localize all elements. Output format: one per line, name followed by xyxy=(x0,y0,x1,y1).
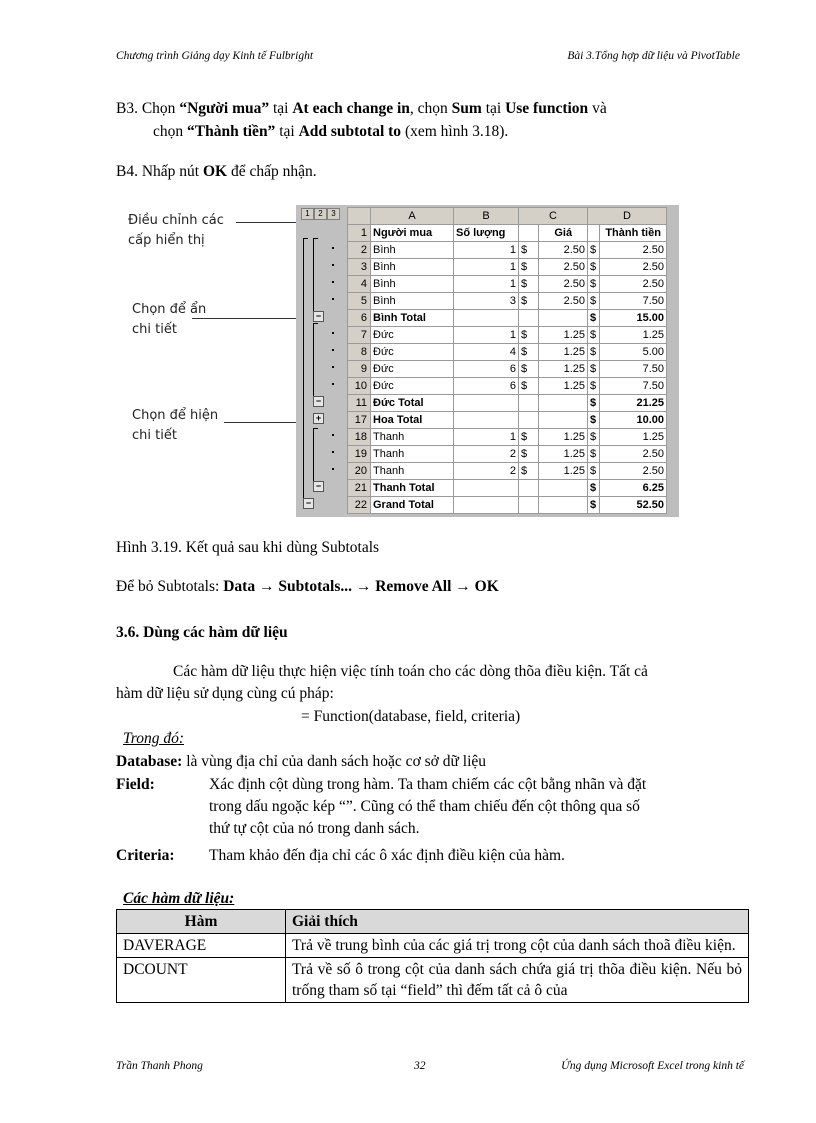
function-name: DAVERAGE xyxy=(117,934,286,958)
cell-d-currency[interactable]: $ xyxy=(588,395,600,412)
cell-a[interactable]: Grand Total xyxy=(371,497,454,514)
def-criteria-term: Criteria: xyxy=(116,847,175,864)
cell-a[interactable]: Đức xyxy=(371,327,454,344)
outline-dot xyxy=(332,451,334,453)
cell-c-currency[interactable] xyxy=(519,497,539,514)
outline-bracket-duc xyxy=(313,323,314,398)
function-description: Trả về số ô trong cột của danh sách chứa giá trị thõa điều kiện. Nếu bỏ trống tham số tại “field” thì đếm tất cả ô của xyxy=(286,958,749,1003)
cell-c[interactable]: 1.25 xyxy=(539,378,588,395)
table-row xyxy=(348,293,667,310)
outline-dot xyxy=(332,332,334,334)
cell-d[interactable]: Thành tiền xyxy=(600,225,667,242)
collapse-button[interactable]: − xyxy=(303,498,314,509)
callout-show: Chọn để hiện chi tiết xyxy=(132,408,219,443)
cell-c-currency[interactable]: $ xyxy=(519,378,539,395)
cell-d[interactable]: 52.50 xyxy=(600,497,667,514)
cell-a[interactable]: Thanh xyxy=(371,429,454,446)
outline-dot xyxy=(332,281,334,283)
def-field-term: Field: xyxy=(116,776,155,793)
collapse-button[interactable]: − xyxy=(313,481,324,492)
intro-line-2: hàm dữ liệu sử dụng cùng cú pháp: xyxy=(116,685,334,702)
cell-d[interactable]: 7.50 xyxy=(600,293,667,310)
cell-b[interactable] xyxy=(454,395,519,412)
cell-d-currency[interactable]: $ xyxy=(588,412,600,429)
row-number[interactable]: 3 xyxy=(348,259,371,276)
subtotal-row xyxy=(348,395,667,412)
cell-c[interactable]: 2.50 xyxy=(539,276,588,293)
row-number[interactable]: 17 xyxy=(348,412,371,429)
cell-c-currency[interactable] xyxy=(519,480,539,497)
cell-a[interactable]: Hoa Total xyxy=(371,412,454,429)
row-number[interactable]: 9 xyxy=(348,361,371,378)
def-field-text: Xác định cột dùng trong hàm. Ta tham chiếm các cột bằng nhãn và đặt trong dấu ngoặc kép “”. Cũng có thể tham chiếu đến cột thông qua số thứ tự cột của nó trong danh sách. xyxy=(209,776,647,837)
cell-b[interactable]: 1 xyxy=(454,259,519,276)
cell-c[interactable]: 1.25 xyxy=(539,361,588,378)
page-number: 32 xyxy=(414,1060,426,1072)
row-number[interactable]: 4 xyxy=(348,276,371,293)
column-header-row xyxy=(348,208,667,225)
row-number[interactable]: 20 xyxy=(348,463,371,480)
cell-c[interactable] xyxy=(539,497,588,514)
outline-level-2-button[interactable]: 2 xyxy=(314,208,327,220)
cell-c[interactable] xyxy=(539,480,588,497)
row-number[interactable]: 19 xyxy=(348,446,371,463)
where-label: Trong đó: xyxy=(123,730,185,747)
table-row xyxy=(348,242,667,259)
cell-d[interactable]: 6.25 xyxy=(600,480,667,497)
cell-b[interactable]: 1 xyxy=(454,276,519,293)
outline-level-3-button[interactable]: 3 xyxy=(327,208,340,220)
cell-d[interactable]: 7.50 xyxy=(600,378,667,395)
cell-c[interactable]: Giá xyxy=(539,225,588,242)
table-row xyxy=(348,327,667,344)
outline-bracket-binh xyxy=(313,238,314,313)
def-criteria-text: Tham khảo đến địa chỉ các ô xác định điều kiện của hàm. xyxy=(209,847,565,864)
cell-d[interactable]: 5.00 xyxy=(600,344,667,361)
cell-b[interactable]: 6 xyxy=(454,361,519,378)
cell-c-currency[interactable] xyxy=(519,412,539,429)
cell-c-currency[interactable] xyxy=(519,225,539,242)
row-number[interactable]: 8 xyxy=(348,344,371,361)
header-right: Bài 3.Tổng hợp dữ liệu và PivotTable xyxy=(567,50,740,62)
cell-b[interactable]: Số lượng xyxy=(454,225,519,242)
subtotal-row xyxy=(348,480,667,497)
spreadsheet-grid xyxy=(347,207,667,514)
cell-d[interactable]: 15.00 xyxy=(600,310,667,327)
cell-c[interactable]: 1.25 xyxy=(539,344,588,361)
row-number[interactable]: 21 xyxy=(348,480,371,497)
cell-b[interactable]: 4 xyxy=(454,344,519,361)
cell-c-currency[interactable]: $ xyxy=(519,429,539,446)
footer-left: Trần Thanh Phong xyxy=(116,1060,203,1072)
callout-levels-line xyxy=(236,222,302,223)
cell-d-currency[interactable]: $ xyxy=(588,378,600,395)
cell-a[interactable]: Bình xyxy=(371,259,454,276)
row-number[interactable]: 22 xyxy=(348,497,371,514)
row-number[interactable]: 7 xyxy=(348,327,371,344)
cell-a[interactable]: Bình Total xyxy=(371,310,454,327)
cell-d-currency[interactable]: $ xyxy=(588,429,600,446)
cell-c[interactable]: 1.25 xyxy=(539,327,588,344)
cell-a[interactable]: Thanh xyxy=(371,463,454,480)
cell-b[interactable] xyxy=(454,412,519,429)
cell-b[interactable]: 2 xyxy=(454,446,519,463)
cell-a[interactable]: Đức Total xyxy=(371,395,454,412)
cell-b[interactable]: 6 xyxy=(454,378,519,395)
table-row xyxy=(348,446,667,463)
cell-c-currency[interactable]: $ xyxy=(519,344,539,361)
cell-a[interactable]: Bình xyxy=(371,242,454,259)
expand-button[interactable]: + xyxy=(313,413,324,424)
table-row xyxy=(348,344,667,361)
cell-d-currency[interactable]: $ xyxy=(588,463,600,480)
cell-d-currency[interactable]: $ xyxy=(588,361,600,378)
cell-d[interactable]: 2.50 xyxy=(600,259,667,276)
cell-c[interactable]: 1.25 xyxy=(539,463,588,480)
cell-d-currency[interactable]: $ xyxy=(588,480,600,497)
column-header-b[interactable]: B xyxy=(454,208,519,225)
column-header-a[interactable]: A xyxy=(371,208,454,225)
cell-d[interactable]: 2.50 xyxy=(600,446,667,463)
cell-d[interactable]: 1.25 xyxy=(600,429,667,446)
cell-c[interactable]: 2.50 xyxy=(539,259,588,276)
cell-c[interactable] xyxy=(539,310,588,327)
cell-d-currency[interactable]: $ xyxy=(588,497,600,514)
cell-c-currency[interactable]: $ xyxy=(519,259,539,276)
callout-hide-line xyxy=(192,318,312,319)
outline-tick xyxy=(313,238,318,239)
cell-b[interactable] xyxy=(454,497,519,514)
cell-c-currency[interactable]: $ xyxy=(519,463,539,480)
cell-d-currency[interactable]: $ xyxy=(588,293,600,310)
table-row xyxy=(348,361,667,378)
cell-b[interactable] xyxy=(454,310,519,327)
callout-hide: Chọn để ẩn chi tiết xyxy=(132,302,207,337)
column-header-c[interactable]: C xyxy=(519,208,588,225)
table-row xyxy=(348,259,667,276)
cell-a[interactable]: Thanh Total xyxy=(371,480,454,497)
table-row xyxy=(117,958,749,1003)
remove-subtotals-line: Để bỏ Subtotals: Data → Subtotals... → Remove All → OK xyxy=(116,578,499,595)
functions-heading: Các hàm dữ liệu: xyxy=(123,890,235,907)
intro-line-1: Các hàm dữ liệu thực hiện việc tính toán cho các dòng thõa điều kiện. Tất cả xyxy=(173,663,648,680)
table-row xyxy=(348,276,667,293)
cell-d-currency[interactable]: $ xyxy=(588,276,600,293)
row-number[interactable]: 5 xyxy=(348,293,371,310)
row-number[interactable]: 1 xyxy=(348,225,371,242)
cell-a[interactable]: Bình xyxy=(371,293,454,310)
cell-b[interactable]: 1 xyxy=(454,429,519,446)
outline-dot xyxy=(332,349,334,351)
table-row xyxy=(348,463,667,480)
outline-dot xyxy=(332,383,334,385)
cell-a[interactable]: Đức xyxy=(371,361,454,378)
table-row xyxy=(348,378,667,395)
row-number[interactable]: 10 xyxy=(348,378,371,395)
cell-c-currency[interactable]: $ xyxy=(519,276,539,293)
cell-a[interactable]: Người mua xyxy=(371,225,454,242)
cell-a[interactable]: Bình xyxy=(371,276,454,293)
cell-d-currency[interactable]: $ xyxy=(588,310,600,327)
outline-dot xyxy=(332,264,334,266)
outline-tick xyxy=(303,238,308,239)
function-description: Trả về trung bình của các giá trị trong cột của danh sách thoã điều kiện. xyxy=(286,934,749,958)
table-row xyxy=(117,934,749,958)
cell-c-currency[interactable]: $ xyxy=(519,361,539,378)
cell-d[interactable]: 2.50 xyxy=(600,276,667,293)
cell-c[interactable]: 1.25 xyxy=(539,446,588,463)
select-all-corner[interactable] xyxy=(348,208,371,225)
cell-c[interactable]: 1.25 xyxy=(539,429,588,446)
section-title: 3.6. Dùng các hàm dữ liệu xyxy=(116,624,288,641)
cell-c[interactable] xyxy=(539,395,588,412)
cell-d[interactable]: 21.25 xyxy=(600,395,667,412)
figure-caption: Hình 3.19. Kết quả sau khi dùng Subtotals xyxy=(116,539,380,556)
row-number[interactable]: 18 xyxy=(348,429,371,446)
step-b3: B3. Chọn “Người mua” tại At each change in, chọn Sum tại Use function và xyxy=(116,100,607,117)
outline-dot xyxy=(332,434,334,436)
row-number[interactable]: 2 xyxy=(348,242,371,259)
outline-bracket-thanh xyxy=(313,428,314,486)
cell-b[interactable] xyxy=(454,480,519,497)
syntax-line: = Function(database, field, criteria) xyxy=(301,708,521,725)
cell-c-currency[interactable]: $ xyxy=(519,327,539,344)
cell-d-currency[interactable]: $ xyxy=(588,344,600,361)
table-header-function: Hàm xyxy=(117,910,286,934)
step-b3-cont: chọn “Thành tiền” tại Add subtotal to (xem hình 3.18). xyxy=(153,123,509,140)
cell-b[interactable]: 1 xyxy=(454,327,519,344)
step-b4: B4. Nhấp nút OK để chấp nhận. xyxy=(116,163,317,180)
function-name: DCOUNT xyxy=(117,958,286,1003)
cell-b[interactable]: 1 xyxy=(454,242,519,259)
outline-dot xyxy=(332,298,334,300)
outline-bracket-level1 xyxy=(303,238,304,504)
cell-c[interactable]: 2.50 xyxy=(539,242,588,259)
cell-d-currency[interactable]: $ xyxy=(588,327,600,344)
table-header-row xyxy=(117,910,749,934)
subtotal-row xyxy=(348,310,667,327)
collapse-button[interactable]: − xyxy=(313,396,324,407)
cell-c-currency[interactable]: $ xyxy=(519,293,539,310)
outline-dot xyxy=(332,247,334,249)
cell-c[interactable]: 2.50 xyxy=(539,293,588,310)
subtotal-row xyxy=(348,412,667,429)
cell-d-currency[interactable]: $ xyxy=(588,446,600,463)
def-database: Database: là vùng địa chỉ của danh sách hoặc cơ sở dữ liệu xyxy=(116,753,487,770)
header-left: Chương trình Giảng dạy Kinh tế Fulbright xyxy=(116,50,314,62)
cell-d[interactable]: 2.50 xyxy=(600,242,667,259)
cell-d[interactable]: 10.00 xyxy=(600,412,667,429)
cell-b[interactable]: 3 xyxy=(454,293,519,310)
outline-tick xyxy=(313,428,318,429)
table-header-description: Giải thích xyxy=(286,910,749,934)
cell-d-currency[interactable]: $ xyxy=(588,259,600,276)
cell-c-currency[interactable]: $ xyxy=(519,446,539,463)
cell-d[interactable]: 2.50 xyxy=(600,463,667,480)
footer-right: Ứng dụng Microsoft Excel trong kinh tế xyxy=(561,1060,744,1072)
subtotal-row xyxy=(348,497,667,514)
cell-d-currency[interactable] xyxy=(588,225,600,242)
row-number[interactable]: 6 xyxy=(348,310,371,327)
cell-a[interactable]: Đức xyxy=(371,378,454,395)
cell-a[interactable]: Thanh xyxy=(371,446,454,463)
outline-level-1-button[interactable]: 1 xyxy=(301,208,314,220)
cell-d-currency[interactable]: $ xyxy=(588,242,600,259)
cell-a[interactable]: Đức xyxy=(371,344,454,361)
cell-c[interactable] xyxy=(539,412,588,429)
table-row xyxy=(348,429,667,446)
callout-levels: Điều chỉnh các cấp hiển thị xyxy=(128,213,224,248)
column-header-d[interactable]: D xyxy=(588,208,667,225)
header-row xyxy=(348,225,667,242)
cell-c-currency[interactable]: $ xyxy=(519,242,539,259)
cell-c-currency[interactable] xyxy=(519,395,539,412)
cell-d[interactable]: 7.50 xyxy=(600,361,667,378)
cell-d[interactable]: 1.25 xyxy=(600,327,667,344)
outline-dot xyxy=(332,366,334,368)
row-number[interactable]: 11 xyxy=(348,395,371,412)
cell-c-currency[interactable] xyxy=(519,310,539,327)
cell-b[interactable]: 2 xyxy=(454,463,519,480)
outline-tick xyxy=(313,323,318,324)
collapse-button[interactable]: − xyxy=(313,311,324,322)
data-functions-table xyxy=(116,909,749,1003)
outline-dot xyxy=(332,468,334,470)
